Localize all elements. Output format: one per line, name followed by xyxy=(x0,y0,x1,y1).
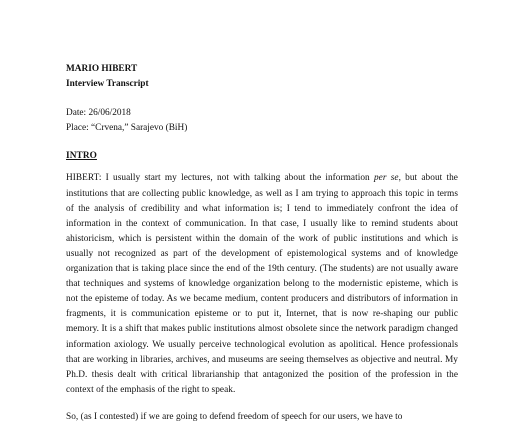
section-heading: INTRO xyxy=(66,151,97,162)
paragraph-intro-italic: per se xyxy=(373,173,399,184)
paragraph-intro xyxy=(66,171,458,397)
interview-meta xyxy=(66,106,458,136)
interview-place: Place: “Crvena,” Sarajevo (BiH) xyxy=(66,123,188,134)
paragraph-intro-text-start: HIBERT: I usually start my lectures, not with talking about the information xyxy=(66,173,374,184)
interview-date: Date: 26/06/2018 xyxy=(66,108,131,119)
paragraph-second: So, (as I contested) if we are going to defend freedom of speech for our users, we have to xyxy=(66,411,403,422)
author-name: MARIO HIBERT xyxy=(66,64,138,74)
document-type: Interview Transcript xyxy=(66,79,149,90)
document-body xyxy=(66,62,458,425)
paragraph-intro-text-end: , but about the institutions that are collecting public knowledge, as well as I am trying to approach this topic in terms of the analysis of credibility and what information is; I tend to immediately confront the idea of information in the context of communication. In that case, I usually like to remind students about ahistoricism, which is persistent within the domain of the work of public institutions and which is usually not recognized as part of the development of epistemological systems and of knowledge organization that is taking place since the end of the 19th century. (The students) are not usually aware that techniques and systems of knowledge organization belong to the modernistic episteme, which is not the episteme of today. As we became medium, content producers and distributors of information in fragments, it is communication episteme or to put it, Internet, that is now re-shaping our public memory. It is a shift that makes public institutions almost obsolete since the network paradigm changed information axiology. We usually perceive technological evolution as apolitical. Hence professionals that are working in libraries, archives, and museums are seeing themselves as objective and neutral. My Ph.D. thesis dealt with critical librarianship that antagonized the position of the profession in the context of the emphasis of the right to speak. xyxy=(66,173,458,395)
